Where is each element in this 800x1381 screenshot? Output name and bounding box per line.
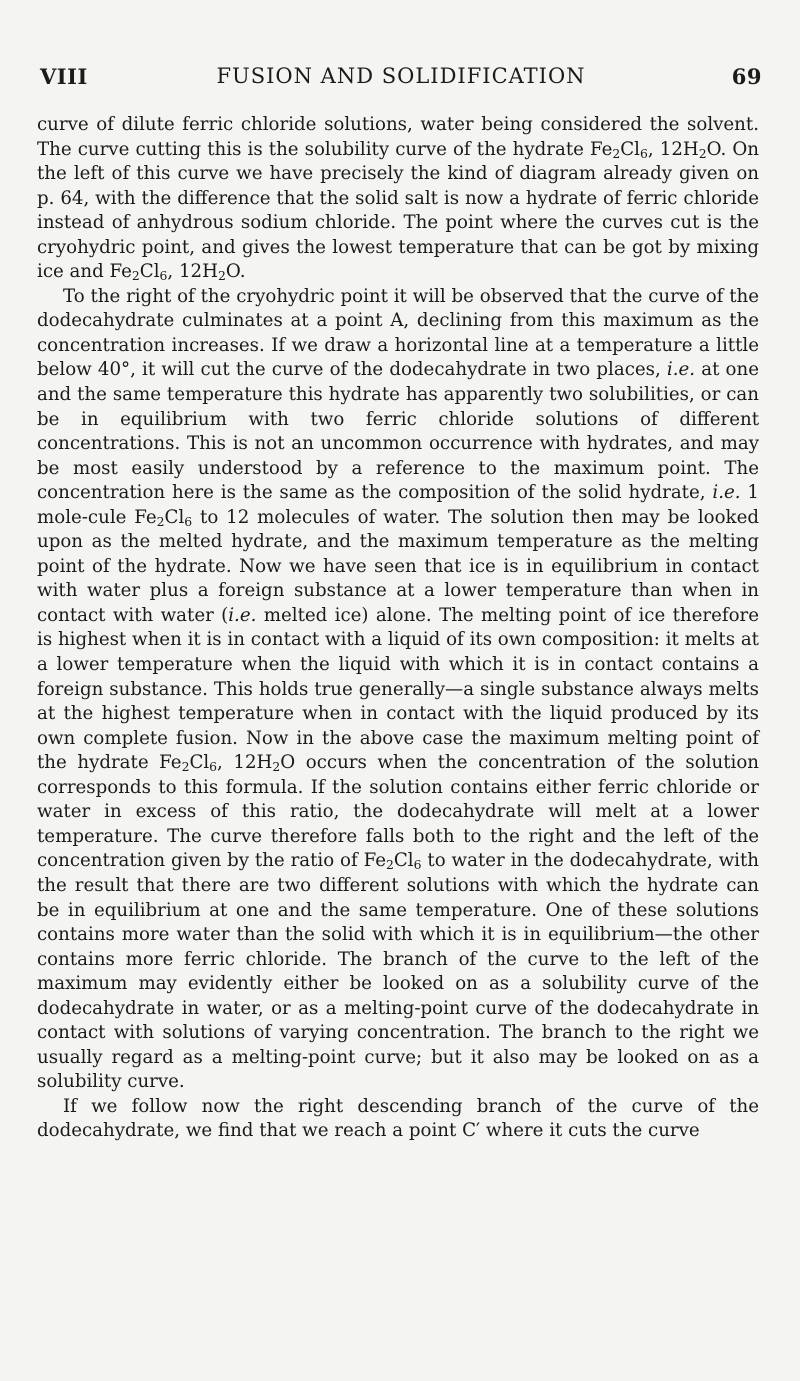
subscript: 6 — [159, 269, 168, 284]
paragraph-3 — [37, 1095, 759, 1144]
text-run: , 12H — [167, 261, 218, 283]
italic-run: i.e. — [228, 604, 257, 626]
subscript: 2 — [386, 858, 394, 873]
text-run: to 12 molecules of water. The solution then may be looked upon as the melted hydrate, and the maximum temperature as the melting point of the hydrate. Now we have seen that ice is in equilibrium in contact with water plus a foreign substance at a lower temperature than when in contact with water ( — [37, 506, 759, 626]
subscript: 2 — [272, 760, 281, 775]
running-head — [40, 64, 762, 94]
body-text — [37, 113, 759, 1144]
text-run: To the right of the cryohydric point it will be observed that the curve of the dodecahydrate culminates at a point A, declining from this maximum as the concentration increases. If we draw a horizontal line at a temperature a little below 40°, it will cut the curve of the dodecahydrate in two places, — [37, 285, 759, 381]
text-run: to water in the dodecahydrate, with the result that there are two different solutions with which the hydrate can be in equilibrium at one and the same temperature. One of these solutions contains more water than the solid with which it is in equilibrium—the other contains more ferric chloride. The branch of the curve to the left of the maximum may evidently either be looked on as a solubility curve of the dodecahydrate in water, or as a melting-point curve of the dodecahydrate in contact with solutions of varying concentration. The branch to the right we usually regard as a melting-point curve; but it also may be looked on as a solubility curve. — [37, 850, 759, 1093]
paragraph-2 — [37, 285, 759, 1095]
text-run: Cl — [393, 850, 414, 872]
text-run: Cl — [189, 752, 210, 774]
subscript: 6 — [413, 858, 422, 873]
chapter-title: FUSION AND SOLIDIFICATION — [216, 64, 586, 88]
chapter-number: VIII — [40, 64, 88, 89]
italic-run: i.e. — [712, 482, 741, 504]
text-run: O. On the left of this curve we have precisely the kind of diagram already given on p. 64, with the difference that the solid salt is now a hydrate of ferric chloride instead of anhydrous sodium chloride. The point where the curves cut is the cryohydric point, and gives the lowest temperature that can be got by mixing ice and Fe — [37, 138, 759, 283]
subscript: 2 — [612, 146, 621, 161]
text-run: melted ice) alone. The melting point of ice therefore is highest when it is in contact with a liquid of its own composition: it melts at a lower temperature when the liquid with which it is in contact contains a foreign substance. This holds true generally—a single substance always melts at the highest temperature when in contact with the liquid produced by its own complete fusion. Now in the above case the maximum melting point of the hydrate Fe — [37, 604, 759, 774]
text-run: Cl — [620, 138, 640, 160]
subscript: 2 — [181, 760, 190, 775]
subscript: 2 — [131, 269, 140, 284]
page-number: 69 — [731, 64, 762, 89]
text-run: If we follow now the right descending branch of the curve of the dodecahydrate, we find that we reach a point C′ where it cuts the curve — [37, 1095, 759, 1142]
text-run: Cl — [139, 261, 160, 283]
text-run: 1 mole-cule Fe — [37, 482, 759, 528]
subscript: 6 — [640, 146, 648, 161]
text-run: at one and the same temperature this hydrate has apparently two solubilities, or can be in equilibrium with two ferric chloride solutions of different concentrations. This is not an uncommon occurrence with hydrates, and may be most easily understood by a reference to the maximum point. The concentration here is the same as the composition of the solid hydrate, — [37, 359, 759, 504]
text-run: O occurs when the concentration of the solution corresponds to this formula. If the solution contains either ferric chloride or water in excess of this ratio, the dodecahydrate will melt at a lower temperature. The curve therefore falls both to the right and the left of the concentration given by the ratio of Fe — [37, 752, 759, 872]
subscript: 2 — [156, 514, 165, 529]
text-run: , 12H — [647, 138, 699, 160]
subscript: 2 — [698, 146, 707, 161]
italic-run: i.e. — [666, 359, 696, 381]
text-run: Cl — [164, 506, 185, 528]
text-run: curve of dilute ferric chloride solutions, water being considered the solvent. The curve cutting this is the solubility curve of the hydrate Fe — [37, 114, 759, 160]
paragraph-1 — [37, 113, 759, 285]
subscript: 6 — [209, 760, 218, 775]
text-run: O. — [225, 261, 246, 283]
subscript: 2 — [217, 269, 226, 284]
subscript: 6 — [184, 514, 193, 529]
text-run: , 12H — [217, 752, 273, 774]
